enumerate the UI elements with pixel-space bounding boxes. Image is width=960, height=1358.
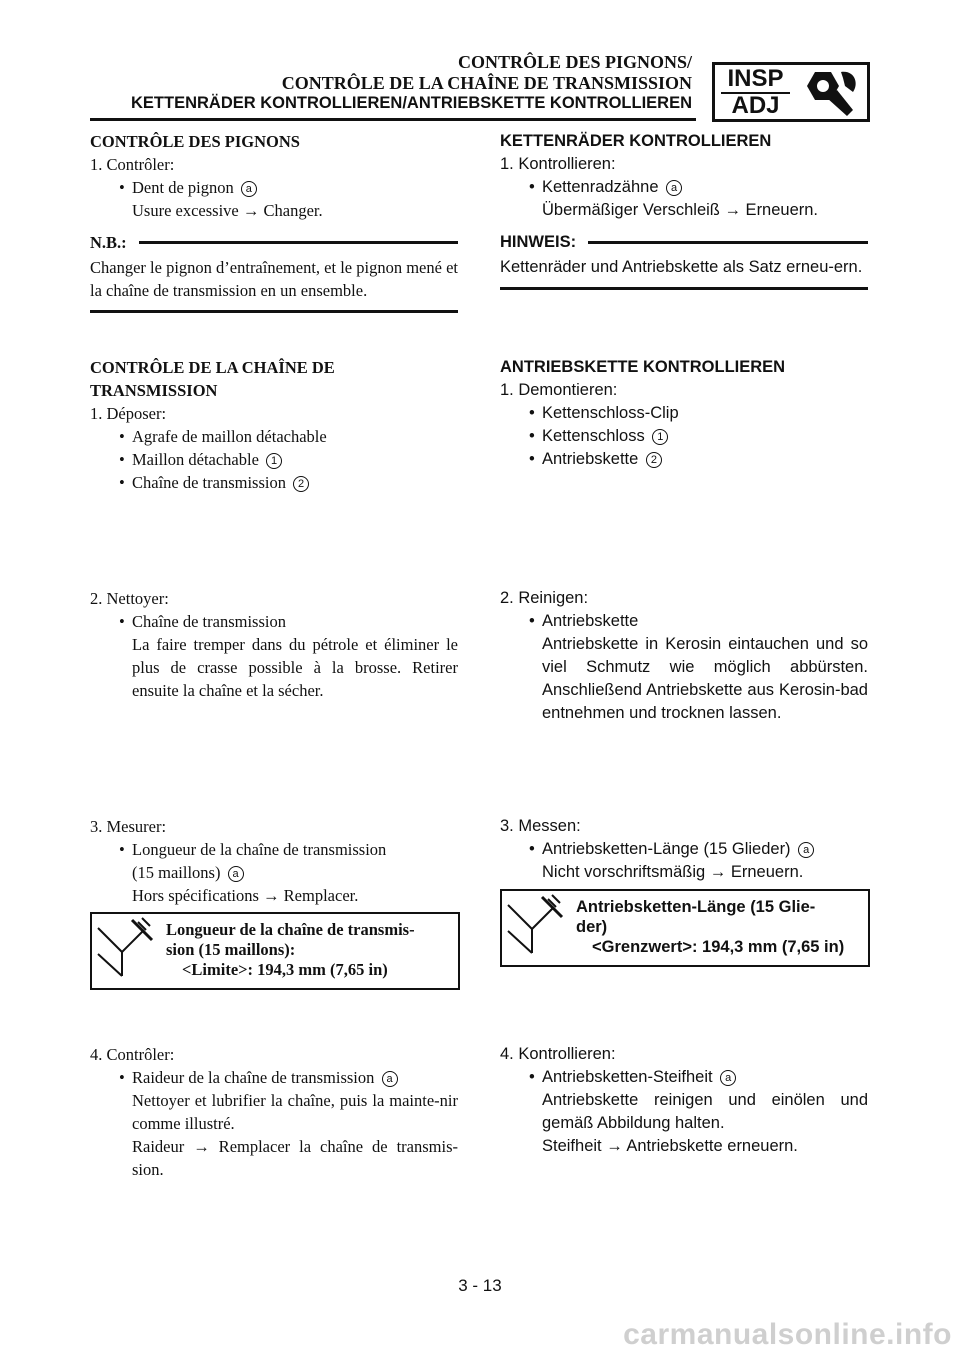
fr-note-rule [90,310,458,313]
ref-mark-2: 2 [293,476,309,492]
caliper-icon [502,891,568,965]
fr-sprockets-title: CONTRÔLE DES PIGNONS [90,132,300,151]
de-clean-text: Antriebskette in Kerosin eintauchen und so viel Schmutz wie möglich abbürsten. Anschließend Antriebskette aus Kerosin-bad entnehmen und trocknen lassen. [542,635,868,722]
de-sprockets-sub: Übermäßiger Verschleiß → Erneuern. [542,201,819,219]
de-sprockets-bullet-text: Kettenradzähne [542,178,659,196]
de-chain-bullet1: • Kettenschloss-Clip [500,402,868,425]
fr-chain-title-1: CONTRÔLE DE LA CHAÎNE DE [90,358,335,377]
fr-stiff-text1: Nettoyer et lubrifier la chaîne, puis la mainte-nir comme illustré. [132,1091,458,1133]
de-note-title [500,231,868,254]
fr-chain-bullet2-text: Maillon détachable [132,450,259,469]
fr-note [90,231,458,313]
de-spec-line2: der) [576,918,608,936]
de-sprockets-title: KETTENRÄDER KONTROLLIEREN [500,132,772,150]
de-chain-bullet2-text: Kettenschloss [542,427,645,445]
fr-section-stiffness [90,1043,458,1181]
de-sprockets-bullet [500,176,868,199]
fr-measure-bullet: • Longueur de la chaîne de transmission [90,838,458,861]
ref-mark-a: a [720,1070,736,1086]
de-stiff-step: 4. Kontrollieren: [500,1045,616,1063]
de-stiff-text1: Antriebskette reinigen und einölen und gemäß Abbildung halten. [542,1091,868,1132]
fr-stiff-text2: Raideur → Remplacer la chaîne de transmis-sion. [132,1137,458,1179]
ref-mark-a: a [382,1071,398,1087]
de-spec-text [576,897,860,957]
de-chain-step1: 1. Demontieren: [500,381,618,399]
fr-clean-bullet: • Chaîne de transmission [90,610,458,633]
caliper-icon [92,914,158,988]
fr-spec-text [166,920,450,980]
fr-spec-box [90,912,460,990]
insp-adj-badge [712,62,799,122]
fr-note-title [90,231,458,254]
ref-mark-a: a [228,866,244,882]
de-spec-box [500,889,870,967]
fr-stiff-bullet [90,1066,458,1089]
de-sprockets-step1: 1. Kontrollieren: [500,155,616,173]
de-stiff-bullet [500,1066,868,1089]
fr-measure-step: 3. Mesurer: [90,817,167,836]
fr-sprockets-bullet-text: Dent de pignon [132,178,234,197]
de-spec-line1: Antriebsketten-Länge (15 Glie- [576,898,816,916]
fr-chain-step1: 1. Déposer: [90,404,167,423]
watermark: carmanualsonline.info [623,1318,952,1351]
fr-measure-sub: Hors spécifications → Remplacer. [132,886,359,905]
header-title-line3: KETTENRÄDER KONTROLLIEREN/ANTRIEBSKETTE KONTROLLIEREN [131,94,692,112]
fr-sprockets-step1: 1. Contrôler: [90,155,175,174]
de-measure-bullet [500,838,868,861]
de-measure-bullet-text: Antriebsketten-Länge (15 Glieder) [542,840,791,858]
de-section-sprockets [500,130,868,222]
de-clean-step: 2. Reinigen: [500,589,589,607]
fr-spec-line2: sion (15 maillons): [166,940,296,959]
de-stiff-bullet-text: Antriebsketten-Steifheit [542,1068,713,1086]
fr-clean-text: La faire tremper dans du pétrole et éliminer le plus de crasse possible à la brosse. Retirer ensuite la chaîne et la sécher. [132,635,458,700]
fr-chain-bullet1: • Agrafe de maillon détachable [90,425,458,448]
de-note-rule [500,287,868,290]
de-clean-bullet: • Antriebskette [500,610,868,633]
de-section-measure [500,815,868,884]
de-note-text: Kettenräder und Antriebskette als Satz erneu-ern. [500,258,863,276]
page-number: 3 - 13 [458,1276,502,1295]
ref-mark-1: 1 [652,429,668,445]
de-note [500,231,868,290]
ref-mark-1: 1 [266,453,282,469]
de-chain-bullet3 [500,448,868,471]
header-rule [90,118,696,121]
fr-chain-bullet2 [90,448,458,471]
header-title-line2: CONTRÔLE DE LA CHAÎNE DE TRANSMISSION [281,73,692,93]
fr-spec-limit: <Limite>: 194,3 mm (7,65 in) [182,960,388,979]
de-stiff-text2: Steifheit → Antriebskette erneuern. [542,1137,798,1155]
de-measure-step: 3. Messen: [500,817,581,835]
fr-stiff-step: 4. Contrôler: [90,1045,175,1064]
fr-sprockets-sub: Usure excessive → Changer. [132,201,323,220]
fr-note-text: Changer le pignon d’entraînement, et le pignon mené et la chaîne de transmission en un ensemble. [90,258,458,300]
ref-mark-a: a [241,181,257,197]
fr-note-label: N.B.: [90,233,127,252]
de-chain-bullet2 [500,425,868,448]
de-spec-limit: <Grenzwert>: 194,3 mm (7,65 in) [592,938,845,956]
ref-mark-a: a [798,842,814,858]
ref-mark-2: 2 [646,452,662,468]
de-section-stiffness [500,1043,868,1158]
header-title-line1: CONTRÔLE DES PIGNONS/ [457,52,692,72]
fr-section-clean [90,587,458,702]
fr-stiff-bullet-text: Raideur de la chaîne de transmission [132,1068,375,1087]
de-chain-title: ANTRIEBSKETTE KONTROLLIEREN [500,358,786,376]
fr-measure-bullet-cont [90,861,458,884]
fr-chain-title-2: TRANSMISSION [90,381,218,400]
fr-chain-bullet3-text: Chaîne de transmission [132,473,286,492]
badge-adj-label: ADJ [731,92,780,119]
fr-section-chain [90,356,458,494]
fr-chain-bullet3 [90,471,458,494]
fr-spec-line1: Longueur de la chaîne de transmis- [166,920,415,939]
de-note-label: HINWEIS: [500,233,577,251]
de-section-clean [500,587,868,725]
fr-sprockets-bullet [90,176,458,199]
fr-section-sprockets [90,130,458,222]
badge-insp-label: INSP [727,65,784,92]
fr-measure-bullet-cont-text: (15 maillons) [132,863,221,882]
ref-mark-a: a [666,180,682,196]
wrench-nut-icon [793,62,870,122]
de-chain-bullet3-text: Antriebskette [542,450,639,468]
fr-clean-step: 2. Nettoyer: [90,589,169,608]
de-measure-sub: Nicht vorschriftsmäßig → Erneuern. [542,863,804,881]
de-section-chain [500,356,868,471]
fr-section-measure [90,815,458,907]
